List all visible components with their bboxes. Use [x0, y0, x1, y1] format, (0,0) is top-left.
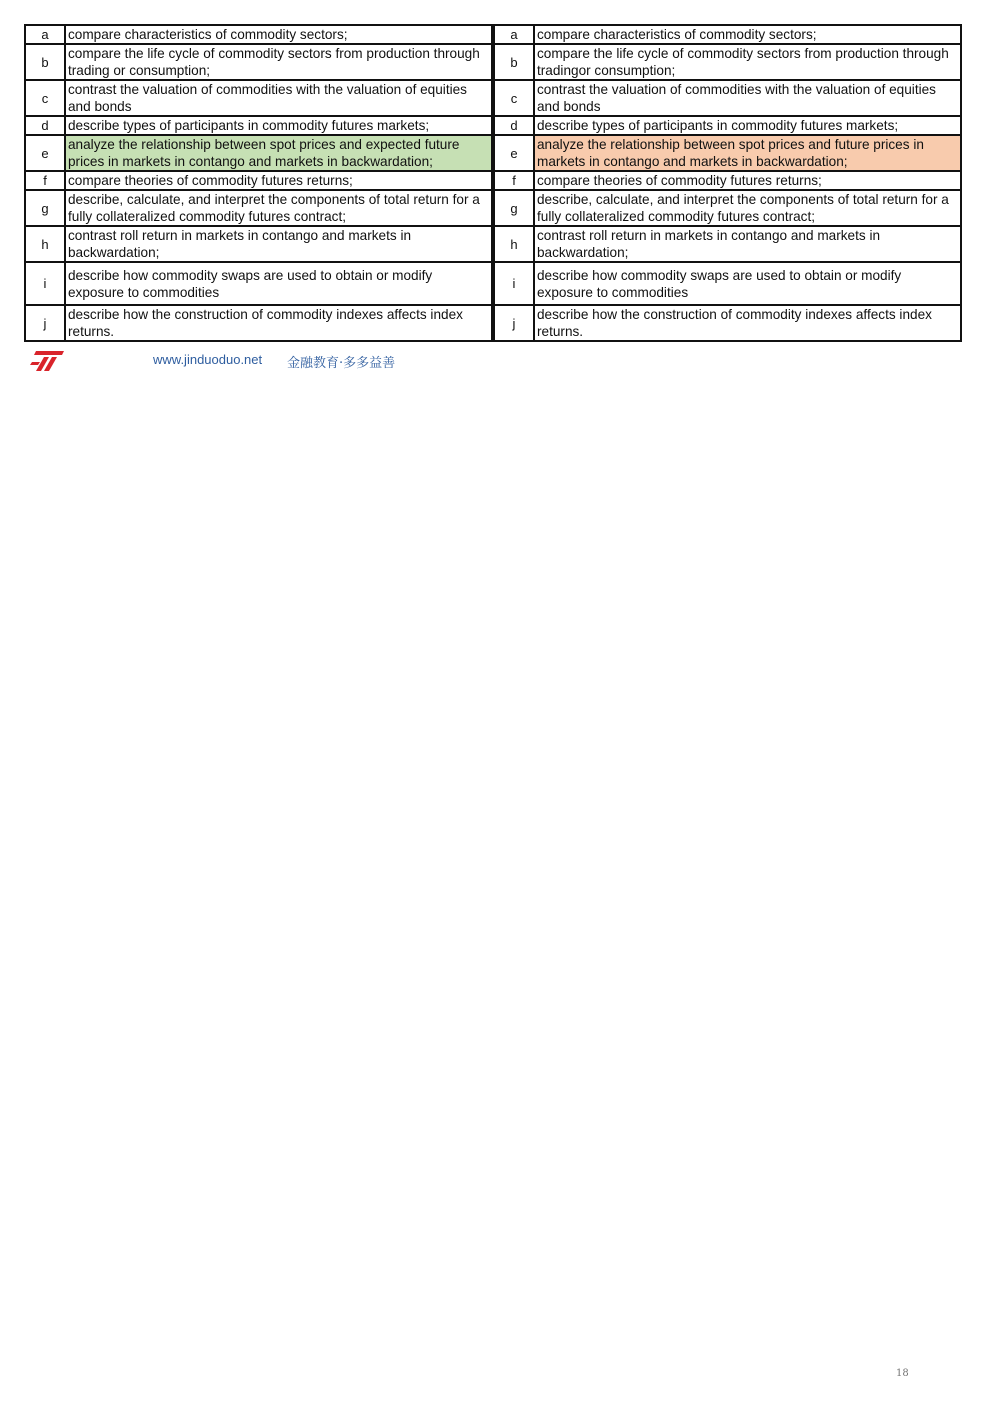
table-row	[494, 25, 961, 44]
table-row	[25, 262, 492, 305]
row-letter: f	[25, 171, 65, 190]
row-description: contrast the valuation of commodities with the valuation of equities and bonds	[534, 80, 961, 116]
table-row	[25, 171, 492, 190]
row-letter: d	[494, 116, 534, 135]
table-row	[494, 262, 961, 305]
row-letter: g	[494, 190, 534, 226]
table-row	[25, 305, 492, 341]
table-row	[494, 171, 961, 190]
row-description: compare theories of commodity futures returns;	[534, 171, 961, 190]
row-description: describe types of participants in commodity futures markets;	[65, 116, 492, 135]
row-letter: e	[494, 135, 534, 171]
row-description: contrast the valuation of commodities with the valuation of equities and bonds	[65, 80, 492, 116]
row-description: compare characteristics of commodity sectors;	[65, 25, 492, 44]
table-row	[494, 305, 961, 341]
table-row	[25, 190, 492, 226]
page-number: 18	[896, 1368, 909, 1379]
row-letter: h	[494, 226, 534, 262]
row-description: describe, calculate, and interpret the components of total return for a fully collateralized commodity futures contract;	[534, 190, 961, 226]
row-letter: g	[25, 190, 65, 226]
row-letter: c	[25, 80, 65, 116]
jinduoduo-logo-icon	[30, 349, 66, 373]
row-description: describe how commodity swaps are used to obtain or modify exposure to commodities	[534, 262, 961, 305]
table-row	[25, 135, 492, 171]
row-letter: j	[25, 305, 65, 341]
row-letter: j	[494, 305, 534, 341]
row-letter: d	[25, 116, 65, 135]
row-letter: a	[25, 25, 65, 44]
table-row	[25, 25, 492, 44]
table-row	[25, 226, 492, 262]
footer-slogan: 金融教育·多多益善	[287, 356, 396, 371]
row-description: compare theories of commodity futures returns;	[65, 171, 492, 190]
row-description: describe how the construction of commodity indexes affects index returns.	[534, 305, 961, 341]
table-row	[25, 116, 492, 135]
table-row	[494, 80, 961, 116]
table-row	[494, 226, 961, 262]
row-letter: a	[494, 25, 534, 44]
row-description: describe how commodity swaps are used to obtain or modify exposure to commodities	[65, 262, 492, 305]
row-letter: h	[25, 226, 65, 262]
objectives-table-left	[24, 24, 493, 342]
row-description-highlighted: analyze the relationship between spot prices and future prices in markets in contango and markets in backwardation;	[534, 135, 961, 171]
website-link[interactable]: www.jinduoduo.net	[153, 352, 263, 367]
row-description: describe, calculate, and interpret the components of total return for a fully collateralized commodity futures contract;	[65, 190, 492, 226]
row-letter: e	[25, 135, 65, 171]
table-row	[494, 190, 961, 226]
row-letter: i	[494, 262, 534, 305]
table-row	[25, 80, 492, 116]
row-description: compare characteristics of commodity sectors;	[534, 25, 961, 44]
row-description: compare the life cycle of commodity sectors from production through tradingor consumption;	[534, 44, 961, 80]
table-row	[494, 116, 961, 135]
row-letter: b	[25, 44, 65, 80]
table-row	[494, 44, 961, 80]
row-description: contrast roll return in markets in contango and markets in backwardation;	[65, 226, 492, 262]
row-letter: c	[494, 80, 534, 116]
objectives-table-right	[493, 24, 962, 342]
row-description: describe types of participants in commodity futures markets;	[534, 116, 961, 135]
row-description: compare the life cycle of commodity sectors from production through trading or consumption;	[65, 44, 492, 80]
row-description: contrast roll return in markets in contango and markets in backwardation;	[534, 226, 961, 262]
row-letter: f	[494, 171, 534, 190]
table-row	[25, 44, 492, 80]
row-letter: i	[25, 262, 65, 305]
row-description: describe how the construction of commodity indexes affects index returns.	[65, 305, 492, 341]
row-letter: b	[494, 44, 534, 80]
table-row	[494, 135, 961, 171]
row-description-highlighted: analyze the relationship between spot prices and expected future prices in markets in contango and markets in backwardation;	[65, 135, 492, 171]
